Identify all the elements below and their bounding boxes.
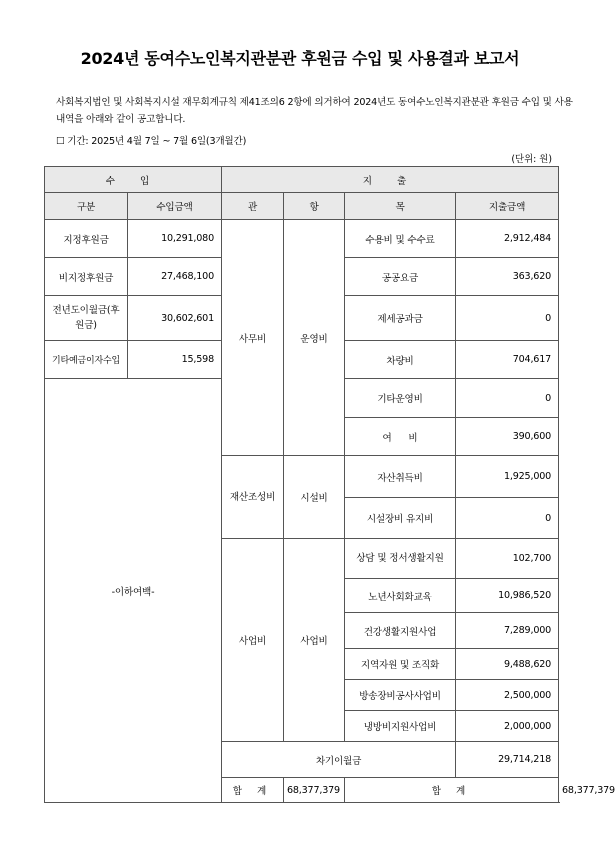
mok-amount: 363,620	[456, 258, 559, 296]
mok-name: 공공요금	[345, 258, 456, 296]
carryover-label: 차기이월금	[222, 742, 456, 778]
income-name: 비지정후원금	[45, 258, 128, 296]
hang-office: 운영비	[284, 220, 345, 456]
mok-amount: 102,700	[456, 539, 559, 579]
mok-name: 제세공과금	[345, 296, 456, 341]
income-amount: 27,468,100	[128, 258, 222, 296]
income-amount: 30,602,601	[128, 296, 222, 341]
mok-name: 냉방비지원사업비	[345, 711, 456, 742]
income-header: 수 입	[45, 167, 222, 193]
mok-amount: 2,500,000	[456, 680, 559, 711]
total-income-label: 합 계	[222, 778, 284, 803]
mok-amount: 0	[456, 296, 559, 341]
col-income-amount: 수입금액	[128, 193, 222, 220]
report-table: 수 입 지 출 구분 수입금액 관 항 목 지출금액 지정후원금 10,291,080 사무비 운영비 수용비 및 수수료 2,912,484 비지정후원금 27,468,100 공공요금 363,620 전년도이월금(후원금) 30,602,601 제세공과금 0 기타예금이자수입 15,598 차량비 704,617 -이하여백- 기타운영비 0 여 비 390,600 재산조성비 시설비 자산취득비 1,925,000 시설장비 유지비 0 사업비 사업비 상담 및 정서생활지원 102,700 노년사회화교육 10,986,520 건강생활지원사업 7,289,000 지역자원 및 조직화 9,488,620 방송장비공사사업비 2,500,000 냉방비지원사업비 2,000,000 차기이월금 29,714,218 합 계 68,377,379 합 계 68,377,379	[44, 166, 559, 803]
mok-amount: 0	[456, 379, 559, 418]
mok-name: 기타운영비	[345, 379, 456, 418]
mok-name: 상담 및 정서생활지원	[345, 539, 456, 579]
total-income-amount: 68,377,379	[284, 778, 345, 803]
col-hang: 항	[284, 193, 345, 220]
mok-amount: 7,289,000	[456, 613, 559, 649]
blank-note: -이하여백-	[45, 379, 222, 803]
mok-amount: 704,617	[456, 341, 559, 379]
gwan-office: 사무비	[222, 220, 284, 456]
unit-label: (단위: 원)	[511, 154, 552, 165]
mok-name: 여 비	[345, 418, 456, 456]
total-expense-label: 합 계	[345, 778, 559, 803]
expense-header: 지 출	[222, 167, 559, 193]
gwan-property	[222, 456, 284, 539]
mok-amount: 390,600	[456, 418, 559, 456]
mok-amount: 0	[456, 498, 559, 539]
mok-name: 시설장비 유지비	[345, 498, 456, 539]
mok-name: 지역자원 및 조직화	[345, 649, 456, 680]
mok-name: 수용비 및 수수료	[345, 220, 456, 258]
mok-name: 건강생활지원사업	[345, 613, 456, 649]
mok-amount: 2,000,000	[456, 711, 559, 742]
mok-amount: 10,986,520	[456, 579, 559, 613]
col-mok: 목	[345, 193, 456, 220]
income-name	[45, 296, 128, 341]
mok-name: 노년사회화교육	[345, 579, 456, 613]
col-gwan: 관	[222, 193, 284, 220]
mok-amount: 2,912,484	[456, 220, 559, 258]
period-text: ☐ 기간: 2025년 4월 7일 ~ 7월 6일(3개월간)	[56, 136, 247, 147]
mok-name: 자산취득비	[345, 456, 456, 498]
mok-name: 방송장비공사사업비	[345, 680, 456, 711]
report-title: 2024년 동여수노인복지관분관 후원금 수입 및 사용결과 보고서	[80, 49, 520, 68]
mok-amount: 1,925,000	[456, 456, 559, 498]
hang-program: 사업비	[284, 539, 345, 742]
intro-text: 사회복지법인 및 사회복지시설 재무회계규칙 제41조의6 2항에 의거하여 2024년도 동여수노인복지관분관 후원금 수입 및 사용 내역을 아래와 같이 공고합니다.	[56, 97, 573, 125]
income-name: 지정후원금	[45, 220, 128, 258]
mok-name: 차량비	[345, 341, 456, 379]
income-amount: 10,291,080	[128, 220, 222, 258]
col-expense-amount: 지출금액	[456, 193, 559, 220]
income-name: 기타예금이자수입	[45, 341, 128, 379]
gwan-property-label: 재산조성비	[229, 491, 276, 503]
income-name-line: 전년도이월금(후원금)	[52, 305, 120, 331]
hang-property: 시설비	[284, 456, 345, 539]
col-gubun: 구분	[45, 193, 128, 220]
income-amount: 15,598	[128, 341, 222, 379]
carryover-amount: 29,714,218	[456, 742, 559, 778]
gwan-program: 사업비	[222, 539, 284, 742]
mok-amount: 9,488,620	[456, 649, 559, 680]
